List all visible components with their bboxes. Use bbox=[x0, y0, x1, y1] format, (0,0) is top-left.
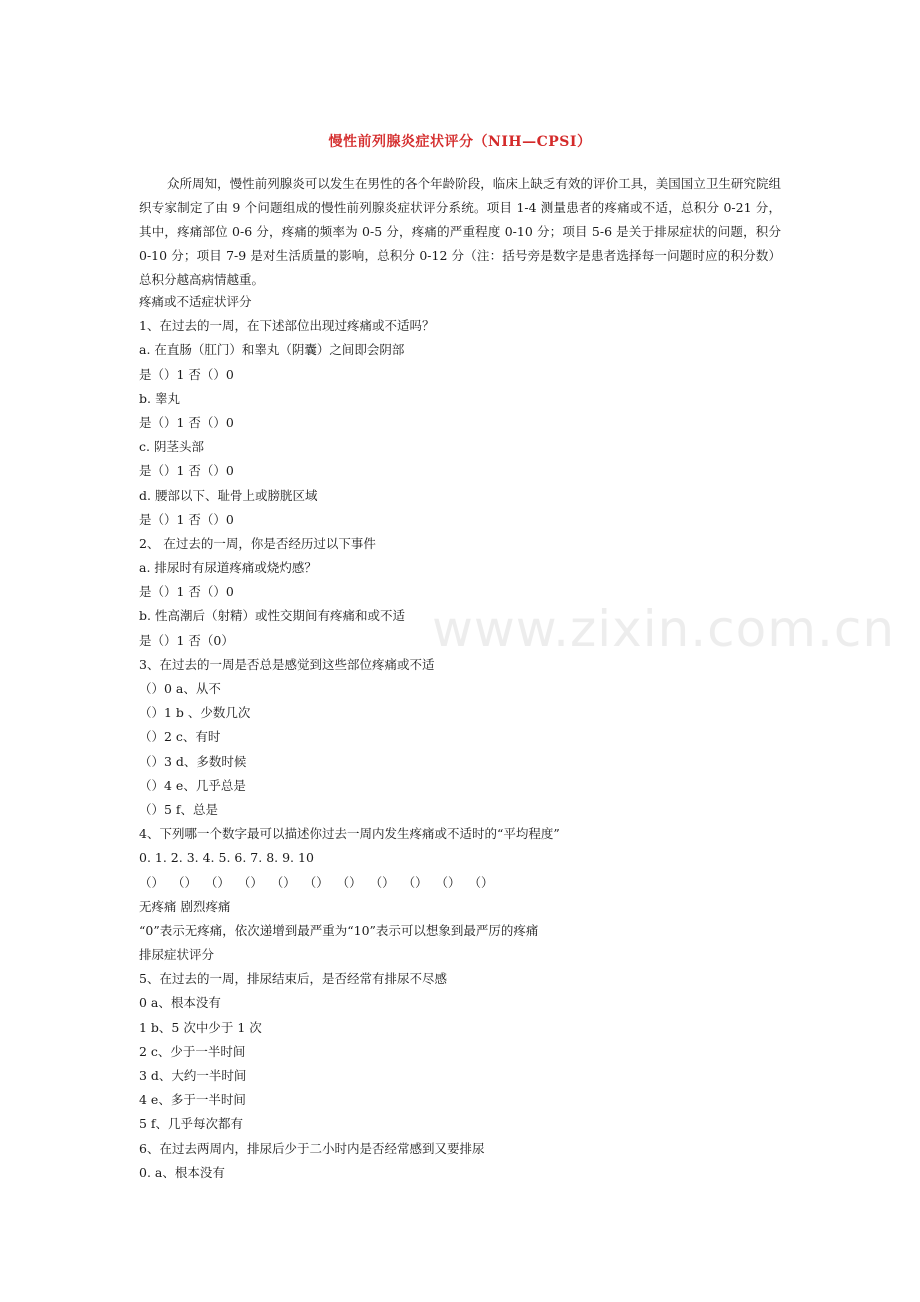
answer-option-line: 1 b、5 次中少于 1 次 bbox=[139, 1019, 262, 1035]
answer-option-line: （）0 a、从不 bbox=[139, 681, 221, 696]
answer-option-line: （）5 f、总是 bbox=[139, 801, 219, 817]
question-line: 2、 在过去的一周，你是否经历过以下事件 bbox=[139, 535, 376, 551]
scale-numbers-line: 0. 1. 2. 3. 4. 5. 6. 7. 8. 9. 10 bbox=[139, 850, 314, 866]
answer-option-line: （）4 e、几乎总是 bbox=[139, 777, 246, 793]
answer-option-line: 是（）1 否（）0 bbox=[139, 366, 234, 382]
sub-item-line: a. 排尿时有尿道疼痛或烧灼感？ bbox=[139, 560, 317, 576]
intro-paragraph: 众所周知，慢性前列腺炎可以发生在男性的各个年龄阶段，临床上缺乏有效的评价工具，美国国立卫生研究院组织专家制定了由 9 个问题组成的慢性前列腺炎症状评分系统。项目 1-4 测量患者的疼痛或不适，总积分 0-21 分，其中，疼痛部位 0-6 分，疼痛的频率为 0-5 分，疼痛的严重程度 0-10 分；项目 5-6 是关于排尿症状的问题，积分 0-10 分；项目 7-9 是对生活质量的影响，总积分 0-12 分（注：括号旁是数字是患者选择每一问题时应的积分数）总积分越高病情越重。 bbox=[139, 176, 781, 287]
answer-option-line: 0. a、根本没有 bbox=[139, 1164, 225, 1180]
answer-option-line: 0 a、根本没有 bbox=[139, 995, 221, 1011]
watermark-text: www.zixin.com.cn bbox=[432, 600, 896, 658]
answer-option-line: 4 e、多于一半时间 bbox=[139, 1092, 246, 1108]
answer-option-line: （）2 c、有时 bbox=[139, 729, 221, 745]
sub-item-line: b. 睾丸 bbox=[139, 390, 180, 406]
answer-option-line: （）1 b 、少数几次 bbox=[139, 705, 251, 721]
section-heading: 疼痛或不适症状评分 bbox=[139, 294, 252, 309]
question-line: 5、在过去的一周，排尿结束后，是否经常有排尿不尽感 bbox=[139, 971, 447, 987]
answer-option-line: （）3 d、多数时候 bbox=[139, 753, 247, 769]
answer-option-line: 是（）1 否（）0 bbox=[139, 584, 234, 600]
sub-item-line: a. 在直肠（肛门）和睾丸（阴囊）之间即会阴部 bbox=[139, 342, 405, 358]
sub-item-line: b. 性高潮后（射精）或性交期间有疼痛和或不适 bbox=[139, 608, 405, 624]
questionnaire-lines bbox=[139, 290, 799, 1185]
question-line: 6、在过去两周内，排尿后少于二小时内是否经常感到又要排尿 bbox=[139, 1140, 485, 1156]
answer-option-line: 是（）1 否（）0 bbox=[139, 414, 234, 430]
sub-item-line: c. 阴茎头部 bbox=[139, 439, 204, 455]
scale-anchors-line: 无疼痛 剧烈疼痛 bbox=[139, 898, 231, 914]
answer-option-line: 是（）1 否（）0 bbox=[139, 511, 234, 527]
answer-option-line: 5 f、几乎每次都有 bbox=[139, 1116, 244, 1132]
sub-item-line: d. 腰部以下、耻骨上或膀胱区域 bbox=[139, 487, 318, 503]
question-line: 1、在过去的一周，在下述部位出现过疼痛或不适吗？ bbox=[139, 318, 435, 334]
section-heading: 排尿症状评分 bbox=[139, 947, 215, 963]
answer-option-line: 是（）1 否（0） bbox=[139, 632, 234, 648]
scale-brackets-line: （） （） （） （） （） （） （） （） （） （） （） bbox=[139, 874, 494, 890]
scale-note-line: “0”表示无疼痛，依次递增到最严重为“10”表示可以想象到最严厉的疼痛 bbox=[139, 922, 539, 938]
answer-option-line: 2 c、少于一半时间 bbox=[139, 1043, 246, 1059]
answer-option-line: 3 d、大约一半时间 bbox=[139, 1068, 247, 1083]
question-line: 3、在过去的一周是否总是感觉到这些部位疼痛或不适 bbox=[139, 656, 435, 672]
answer-option-line: 是（）1 否（）0 bbox=[139, 463, 234, 479]
question-line: 4、下列哪一个数字最可以描述你过去一周内发生疼痛或不适时的“平均程度” bbox=[139, 826, 560, 842]
document-title: 慢性前列腺炎症状评分（NIH—CPSI） bbox=[328, 134, 592, 150]
